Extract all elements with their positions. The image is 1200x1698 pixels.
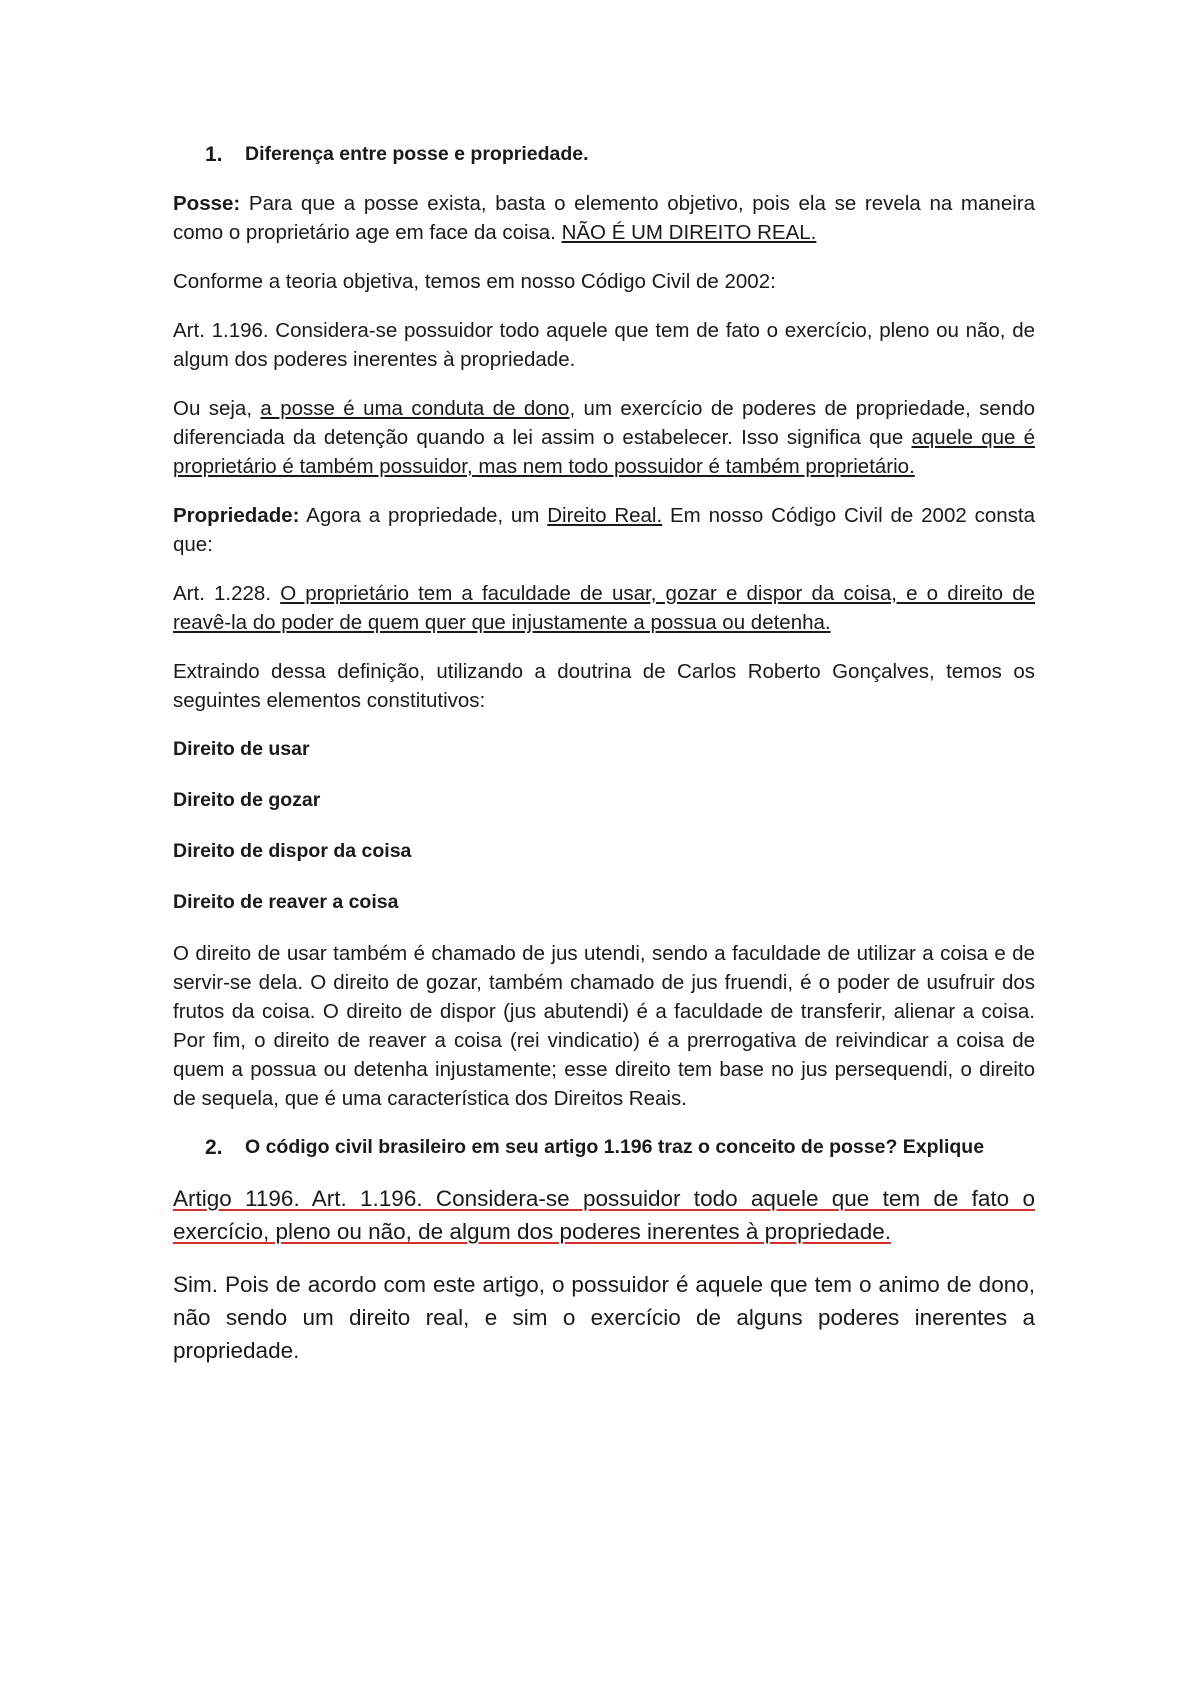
propriedade-pre: Agora a propriedade, um — [299, 504, 548, 527]
art-1228-underline: O proprietário tem a faculdade de usar, gozar e dispor da coisa, e o direito de reavê-la do poder de quem quer que injustamente a possua ou detenha. — [173, 582, 1036, 634]
propriedade-underline: Direito Real. — [547, 504, 663, 527]
question-1-heading — [173, 140, 1035, 169]
ou-seja-underline-1: a posse é uma conduta de dono — [260, 397, 570, 420]
explicacao-paragraph: O direito de usar também é chamado de jus utendi, sendo a faculdade de utilizar a coisa e de servir-se dela. O direito de gozar, também chamado de jus fruendi, é o poder de usufruir dos frutos da coisa. O direito de dispor (jus abutendi) é a faculdade de transferir, alienar a coisa. Por fim, o direito de reaver a coisa (rei vindicatio) é a prerrogativa de reivindicar a coisa de quem a possua ou detenha injustamente; esse direito tem base no jus persequendi, o direito de sequela, que é uma característica dos Direitos Reais. — [173, 942, 1035, 1110]
artigo-quote-paragraph: Artigo 1196. Art. 1.196. Considera-se possuidor todo aquele que tem de fato o exercício, pleno ou não, de algum dos poderes inerentes à propriedade. — [173, 1186, 1035, 1244]
elemento-gozar: Direito de gozar — [173, 789, 321, 811]
art-1228-paragraph — [173, 579, 1035, 637]
ou-seja-mid: , um exercício de poderes de propriedade, sendo diferenciada da detenção quando a lei assim o estabelecer. Isso significa que — [173, 397, 1035, 449]
posse-text: Para que a posse exista, basta o elemento objetivo, pois ela se revela na maneira como o proprietário age em face da coisa. — [173, 192, 1035, 244]
propriedade-post: Em nosso Código Civil de 2002 consta que: — [173, 504, 1035, 556]
extraindo-paragraph: Extraindo dessa definição, utilizando a doutrina de Carlos Roberto Gonçalves, temos os seguintes elementos constitutivos: — [173, 660, 1035, 712]
question-1-title: Diferença entre posse e propriedade. — [245, 143, 589, 165]
elemento-dispor: Direito de dispor da coisa — [173, 840, 412, 862]
propriedade-paragraph — [173, 501, 1035, 559]
question-2-number: 2. — [205, 1136, 223, 1159]
ou-seja-paragraph — [173, 394, 1035, 481]
question-1-number: 1. — [205, 143, 223, 166]
elemento-reaver: Direito de reaver a coisa — [173, 891, 399, 913]
document-page — [173, 140, 1035, 1387]
propriedade-label: Propriedade: — [173, 504, 300, 527]
elemento-usar: Direito de usar — [173, 738, 310, 760]
posse-paragraph — [173, 189, 1035, 247]
question-2-title: O código civil brasileiro em seu artigo 1.196 traz o conceito de posse? Explique — [245, 1136, 985, 1158]
art-1196-paragraph: Art. 1.196. Considera-se possuidor todo aquele que tem de fato o exercício, pleno ou não, de algum dos poderes inerentes à propriedade. — [173, 319, 1035, 371]
posse-label: Posse: — [173, 192, 241, 215]
question-2-heading — [173, 1133, 1035, 1162]
art-1228-pre: Art. 1.228. — [173, 582, 281, 605]
resposta-paragraph: Sim. Pois de acordo com este artigo, o possuidor é aquele que tem o animo de dono, não sendo um direito real, e sim o exercício de alguns poderes inerentes a propriedade. — [173, 1272, 1035, 1363]
ou-seja-underline-2: aquele que é proprietário é também possuidor, mas nem todo possuidor é também proprietário. — [173, 426, 1035, 478]
posse-underlined: NÃO É UM DIREITO REAL. — [561, 221, 817, 244]
ou-seja-pre: Ou seja, — [173, 397, 261, 420]
conforme-paragraph: Conforme a teoria objetiva, temos em nosso Código Civil de 2002: — [173, 270, 776, 293]
